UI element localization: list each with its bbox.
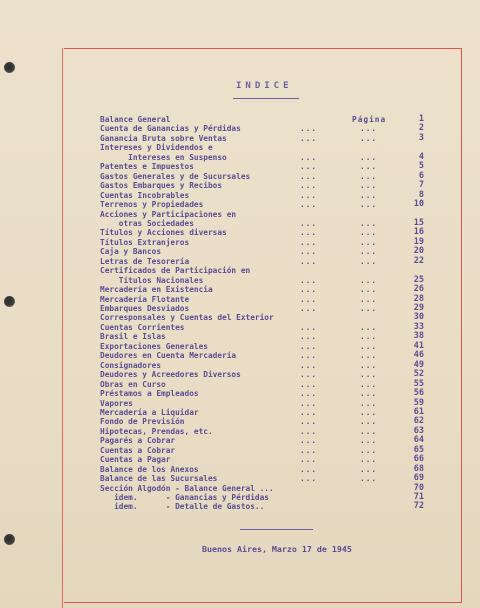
entry-label: Hipotecas, Prendas, etc.: [100, 426, 213, 436]
index-entry: [100, 124, 430, 133]
leader-dots: ...: [300, 436, 318, 446]
entry-page-number: 59: [413, 397, 424, 408]
leader-dots: ...: [360, 294, 378, 304]
leader-dots: ...: [360, 407, 378, 417]
entry-page-number: 6: [418, 170, 424, 181]
leader-dots: ...: [360, 133, 378, 143]
index-entry: [100, 181, 430, 190]
index-entry: [100, 238, 430, 247]
entry-label: Ganancia Bruta sobre Ventas: [100, 133, 227, 143]
entry-page-number: 49: [413, 359, 424, 370]
entry-page-number: 55: [413, 378, 424, 389]
index-entry: [100, 493, 430, 502]
leader-dots: ...: [300, 256, 318, 266]
entry-page-number: 20: [413, 246, 424, 257]
index-entry: [100, 134, 430, 143]
entry-page-number: 8: [418, 189, 424, 200]
entry-page-number: 64: [413, 435, 424, 446]
index-entry: [100, 276, 430, 285]
entry-page-number: 41: [413, 340, 424, 351]
entry-page-number: 19: [413, 236, 424, 247]
entry-page-number: 62: [413, 416, 424, 427]
leader-dots: ...: [300, 407, 318, 417]
entry-label: Fondo de Previsión: [100, 417, 185, 427]
entry-label: Certificados de Participación en: [100, 266, 251, 276]
leader-dots: ...: [360, 436, 378, 446]
leader-dots: ...: [300, 218, 318, 228]
leader-dots: ...: [360, 398, 378, 408]
leader-dots: ...: [300, 351, 318, 361]
entry-page-number: 71: [413, 492, 424, 502]
entry-label: Exportaciones Generales: [100, 341, 208, 351]
entry-page-number: 15: [413, 217, 424, 228]
index-entry: [100, 210, 430, 219]
entry-page-number: 22: [413, 255, 424, 266]
index-entry: [100, 351, 430, 360]
index-entry: [100, 370, 430, 379]
leader-dots: ...: [300, 285, 318, 295]
leader-dots: ...: [300, 304, 318, 313]
index-entry: [100, 323, 430, 332]
leader-dots: ...: [300, 181, 318, 191]
entry-page-number: 46: [413, 350, 424, 361]
leader-dots: ...: [300, 200, 318, 210]
entry-page-number: 61: [413, 406, 424, 417]
leader-dots: ...: [300, 228, 318, 238]
entry-label: Balance de las Sucursales: [100, 474, 218, 484]
entry-label: otras Sociedades: [100, 218, 194, 228]
entry-page-number: 2: [418, 123, 424, 134]
entry-page-number: 33: [413, 321, 424, 332]
leader-dots: ...: [300, 464, 318, 474]
index-entry: [100, 332, 430, 341]
index-entry: [100, 399, 430, 408]
index-entry: [100, 455, 430, 464]
leader-dots: ...: [360, 218, 378, 228]
entry-label: Intereses en Suspenso: [100, 152, 227, 162]
entry-label: Brasil e Islas: [100, 332, 166, 342]
leader-dots: ...: [300, 190, 318, 200]
leader-dots: ...: [360, 152, 378, 162]
entry-label: Préstamos a Empleados: [100, 389, 199, 399]
entry-label: Mercadería a Liquidar: [100, 407, 199, 417]
leader-dots: ...: [300, 370, 318, 380]
entry-label: Gastos Embarques y Recibos: [100, 181, 223, 191]
leader-dots: ...: [300, 322, 318, 332]
leader-dots: ...: [360, 171, 378, 181]
leader-dots: ...: [300, 379, 318, 389]
entry-label: Embarques Desviados: [100, 304, 190, 313]
leader-dots: ...: [300, 360, 318, 370]
leader-dots: ...: [300, 389, 318, 399]
leader-dots: ...: [360, 417, 378, 427]
leader-dots: ...: [300, 474, 318, 484]
index-entry: [100, 436, 430, 445]
entry-page-number: 66: [413, 454, 424, 465]
index-entry: [100, 191, 430, 200]
entry-label: Cuentas Incobrables: [100, 190, 190, 200]
leader-dots: ...: [360, 256, 378, 266]
page-title: INDICE: [236, 81, 293, 91]
index-entry: [100, 361, 430, 370]
index-entry: [100, 313, 430, 322]
entry-label: Consignadores: [100, 360, 162, 370]
leader-dots: ...: [360, 322, 378, 332]
entry-page-number: 65: [413, 444, 424, 455]
leader-dots: ...: [360, 285, 378, 295]
leader-dots: ...: [300, 237, 318, 247]
entry-page-number: 28: [413, 293, 424, 304]
entry-label: Terrenos y Propiedades: [100, 200, 204, 210]
entry-label: Corresponsales y Cuentas del Exterior: [100, 313, 274, 323]
entry-page-number: 68: [413, 463, 424, 474]
entry-label: Cuentas a Cobrar: [100, 445, 176, 455]
leader-dots: ...: [360, 275, 378, 285]
leader-dots: ...: [300, 294, 318, 304]
entry-page-number: 25: [413, 274, 424, 285]
leader-dots: ...: [360, 228, 378, 238]
entry-label: Títulos y Acciones diversas: [100, 228, 227, 238]
index-entry: [100, 162, 430, 171]
leader-dots: ...: [300, 332, 318, 342]
leader-dots: ...: [360, 341, 378, 351]
leader-dots: ...: [360, 124, 378, 134]
entry-label: Cuentas Corrientes: [100, 322, 185, 332]
leader-dots: ...: [300, 426, 318, 436]
leader-dots: ...: [360, 181, 378, 191]
leader-dots: ...: [300, 124, 318, 134]
index-entry: [100, 380, 430, 389]
entry-label: Gastos Generales y de Sucursales: [100, 171, 251, 181]
leader-dots: ...: [360, 455, 378, 465]
entry-page-number: 72: [413, 501, 424, 512]
leader-dots: ...: [360, 162, 378, 172]
entry-label: Obras en Curso: [100, 379, 166, 389]
index-entry: [100, 219, 430, 228]
leader-dots: ...: [360, 200, 378, 210]
entry-label: idem. - Detalle de Gastos..: [100, 502, 265, 512]
entry-label: Títulos Extranjeros: [100, 237, 190, 247]
leader-dots: ...: [360, 247, 378, 257]
entry-label: Deudores y Acreedores Diversos: [100, 370, 241, 380]
entry-page-number: 16: [413, 227, 424, 238]
index-entry: [100, 172, 430, 181]
leader-dots: ...: [360, 426, 378, 436]
leader-dots: ...: [300, 455, 318, 465]
entry-label: Patentes e Impuestos: [100, 162, 194, 172]
entry-label: Mercadería en Existencia: [100, 285, 213, 295]
leader-dots: ...: [360, 360, 378, 370]
leader-dots: ...: [300, 275, 318, 285]
entry-page-number: 69: [413, 473, 424, 484]
entry-page-number: 26: [413, 284, 424, 295]
index-entry: [100, 285, 430, 294]
leader-dots: ...: [300, 341, 318, 351]
entry-label: Sección Algodón - Balance General ...: [100, 483, 274, 493]
leader-dots: ...: [360, 370, 378, 380]
index-entry: [100, 408, 430, 417]
leader-dots: ...: [300, 417, 318, 427]
leader-dots: ...: [300, 247, 318, 257]
index-entry: [100, 417, 430, 426]
leader-dots: ...: [360, 464, 378, 474]
entry-page-number: 10: [413, 199, 424, 210]
leader-dots: ...: [360, 332, 378, 342]
leader-dots: ...: [300, 171, 318, 181]
leader-dots: ...: [360, 351, 378, 361]
index-entry: [100, 247, 430, 256]
entry-label: idem. - Ganancias y Pérdidas: [100, 493, 269, 502]
leader-dots: ...: [300, 152, 318, 162]
entry-page-number: 4: [418, 151, 424, 162]
leader-dots: ...: [360, 379, 378, 389]
leader-dots: ...: [360, 474, 378, 484]
index-entry: [100, 342, 430, 351]
leader-dots: ...: [360, 445, 378, 455]
entry-label: Vapores: [100, 398, 133, 408]
entry-label: Deudores en Cuenta Mercadería: [100, 351, 237, 361]
index-entry: [100, 115, 430, 124]
index-entry: [100, 484, 430, 493]
entry-page-number: 5: [418, 161, 424, 172]
entry-label: Balance de los Anexos: [100, 464, 199, 474]
index-entry: [100, 200, 430, 209]
index-entry: [100, 465, 430, 474]
index-entry: [100, 304, 430, 313]
entry-label: Acciones y Participaciones en: [100, 209, 237, 219]
entry-label: Pagarés a Cobrar: [100, 436, 176, 446]
entry-label: Caja y Bancos: [100, 247, 162, 257]
index-entry: [100, 295, 430, 304]
index-entry: [100, 143, 430, 152]
index-entry: [100, 153, 430, 162]
index-entry: [100, 266, 430, 275]
entry-page-number: 70: [413, 482, 424, 493]
index-entry: [100, 446, 430, 455]
index-entry: [100, 228, 430, 237]
leader-dots: ...: [300, 162, 318, 172]
entry-label: Intereses y Dividendos e: [100, 143, 213, 153]
leader-dots: ...: [360, 304, 378, 313]
entry-page-number: 63: [413, 425, 424, 436]
index-entry: [100, 474, 430, 483]
entry-page-number: 38: [413, 331, 424, 342]
leader-dots: ...: [300, 133, 318, 143]
leader-dots: ...: [360, 389, 378, 399]
entry-label: Títulos Nacionales: [100, 275, 204, 285]
signature-line: [240, 529, 313, 530]
entry-label: Letras de Tesorería: [100, 256, 190, 266]
entry-page-number: 52: [413, 369, 424, 380]
leader-dots: ...: [360, 190, 378, 200]
entry-page-number: 30: [413, 312, 424, 323]
index-entry: [100, 502, 430, 511]
entry-page-number: 56: [413, 388, 424, 399]
leader-dots: ...: [360, 237, 378, 247]
entry-label: Balance General: [100, 115, 171, 124]
place-date: Buenos Aires, Marzo 17 de 1945: [202, 544, 352, 554]
entry-label: Cuenta de Ganancias y Pérdidas: [100, 124, 241, 134]
index-entry: [100, 257, 430, 266]
entry-page-number: 3: [418, 132, 424, 143]
entry-page-number: 7: [418, 180, 424, 191]
entry-page-number: 1: [418, 114, 424, 124]
index-entry: [100, 389, 430, 398]
entry-page-number: 29: [413, 303, 424, 313]
entry-label: Mercadería Flotante: [100, 294, 190, 304]
entry-label: Cuentas a Pagar: [100, 455, 171, 465]
index-entry: [100, 427, 430, 436]
page-column-header: Página: [352, 115, 387, 124]
leader-dots: ...: [300, 445, 318, 455]
leader-dots: ...: [300, 398, 318, 408]
